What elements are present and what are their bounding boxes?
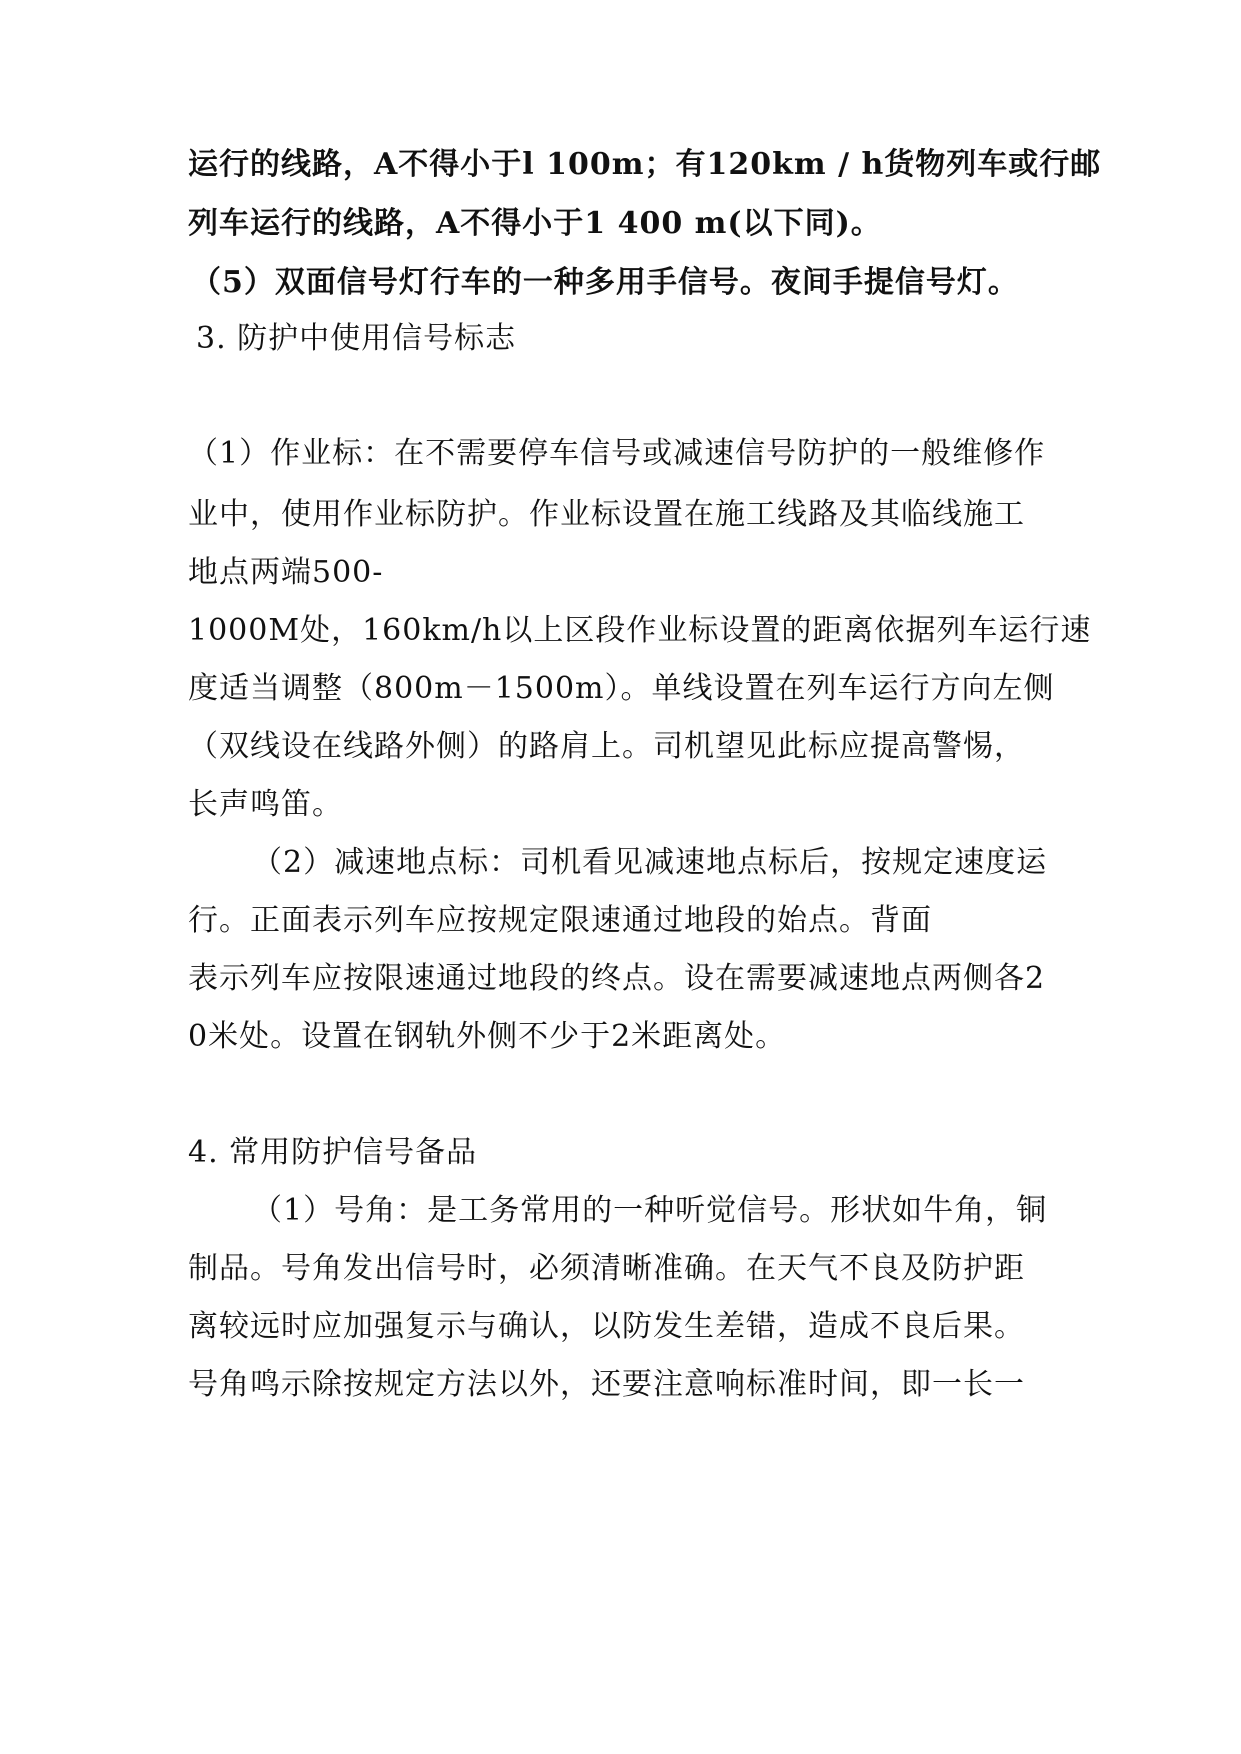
section-heading: 3. 防护中使用信号标志 — [196, 321, 517, 356]
text-line: 离较远时应加强复示与确认，以防发生差错，造成不良后果。 — [188, 1309, 1025, 1344]
section-heading: 4. 常用防护信号备品 — [188, 1135, 478, 1170]
text-line: （2）减速地点标：司机看见减速地点标后，按规定速度运 — [252, 845, 1048, 880]
text-line: （双线设在线路外侧）的路肩上。司机望见此标应提高警惕， — [188, 729, 1025, 764]
text-line: 表示列车应按限速通过地段的终点。设在需要减速地点两侧各2 — [188, 961, 1046, 996]
text-line: （1）号角：是工务常用的一种听觉信号。形状如牛角，铜 — [252, 1193, 1048, 1228]
text-line: 制品。号角发出信号时，必须清晰准确。在天气不良及防护距 — [188, 1251, 1025, 1286]
text-line: 列车运行的线路，A不得小于1 400 m(以下同)。 — [188, 206, 882, 241]
text-line: 度适当调整（800m－1500m）。单线设置在列车运行方向左侧 — [188, 671, 1055, 706]
text-line: 行。正面表示列车应按规定限速通过地段的始点。背面 — [188, 903, 932, 938]
text-line: 运行的线路，A不得小于l 100m；有120km / h货物列车或行邮 — [188, 147, 1102, 182]
text-line: （1）作业标：在不需要停车信号或减速信号防护的一般维修作 — [188, 436, 1046, 471]
text-line: 1000M处，160km/h以上区段作业标设置的距离依据列车运行速 — [188, 613, 1092, 648]
text-line: 号角鸣示除按规定方法以外，还要注意响标准时间，即一长一 — [188, 1367, 1025, 1402]
text-line: 长声鸣笛。 — [188, 787, 343, 822]
text-line: 地点两端500- — [188, 555, 384, 590]
text-line: 业中，使用作业标防护。作业标设置在施工线路及其临线施工 — [188, 497, 1025, 532]
text-line: （5）双面信号灯行车的一种多用手信号。夜间手提信号灯。 — [191, 265, 1019, 300]
text-line: 0米处。设置在钢轨外侧不少于2米距离处。 — [188, 1019, 787, 1054]
